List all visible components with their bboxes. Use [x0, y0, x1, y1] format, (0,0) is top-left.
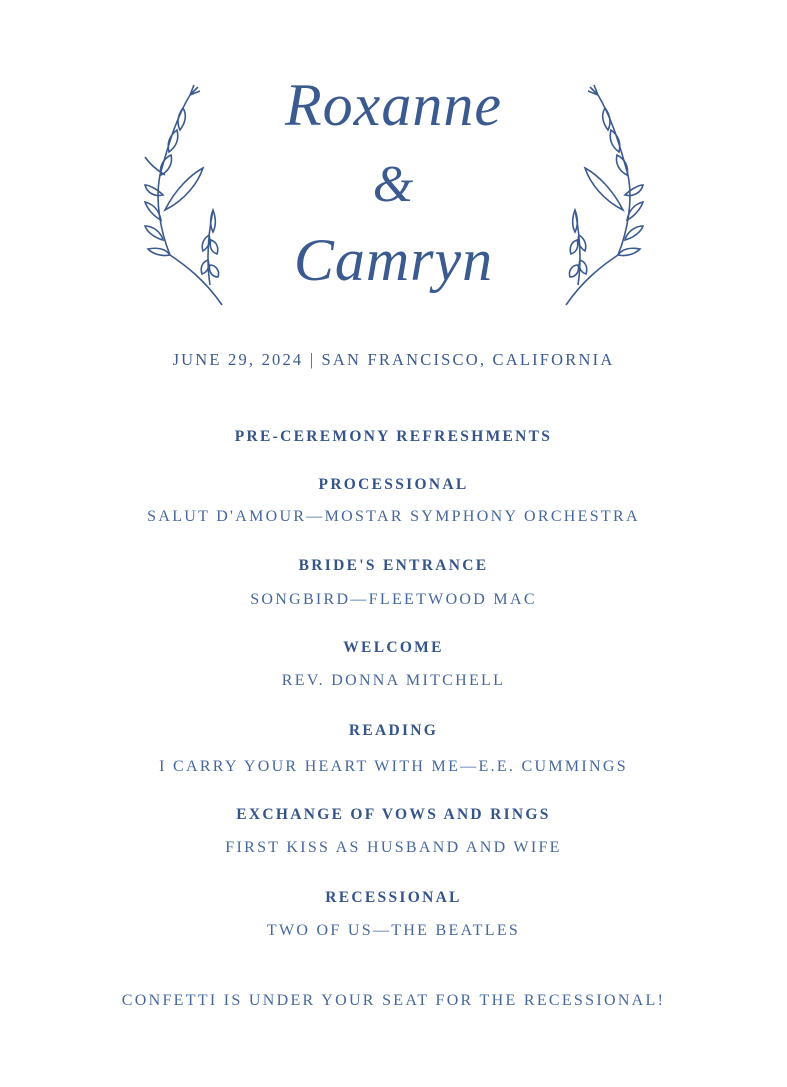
second-name: Camryn	[293, 227, 494, 293]
program-detail: SALUT D'AMOUR—MOSTAR SYMPHONY ORCHESTRA	[147, 508, 640, 525]
program-detail: TWO OF US—THE BEATLES	[266, 922, 521, 939]
program-heading: BRIDE'S ENTRANCE	[298, 557, 489, 574]
program-detail: SONGBIRD—FLEETWOOD MAC	[250, 591, 537, 608]
date-location: JUNE 29, 2024 | SAN FRANCISCO, CALIFORNIA	[172, 350, 615, 369]
program-heading: PROCESSIONAL	[318, 476, 469, 493]
program-heading: PRE-CEREMONY REFRESHMENTS	[234, 428, 553, 445]
program-heading: RECESSIONAL	[325, 889, 462, 906]
program-detail: FIRST KISS AS HUSBAND AND WIFE	[225, 839, 562, 856]
ampersand: &	[372, 156, 415, 213]
program-heading: WELCOME	[343, 639, 444, 656]
program-heading: EXCHANGE OF VOWS AND RINGS	[236, 806, 551, 823]
program-heading: READING	[348, 722, 439, 739]
program-detail: I CARRY YOUR HEART WITH ME—E.E. CUMMINGS	[159, 758, 628, 775]
first-name: Roxanne	[285, 72, 502, 138]
footer-note: CONFETTI IS UNDER YOUR SEAT FOR THE RECESSIONAL!	[121, 992, 666, 1009]
program-detail: REV. DONNA MITCHELL	[281, 672, 506, 689]
